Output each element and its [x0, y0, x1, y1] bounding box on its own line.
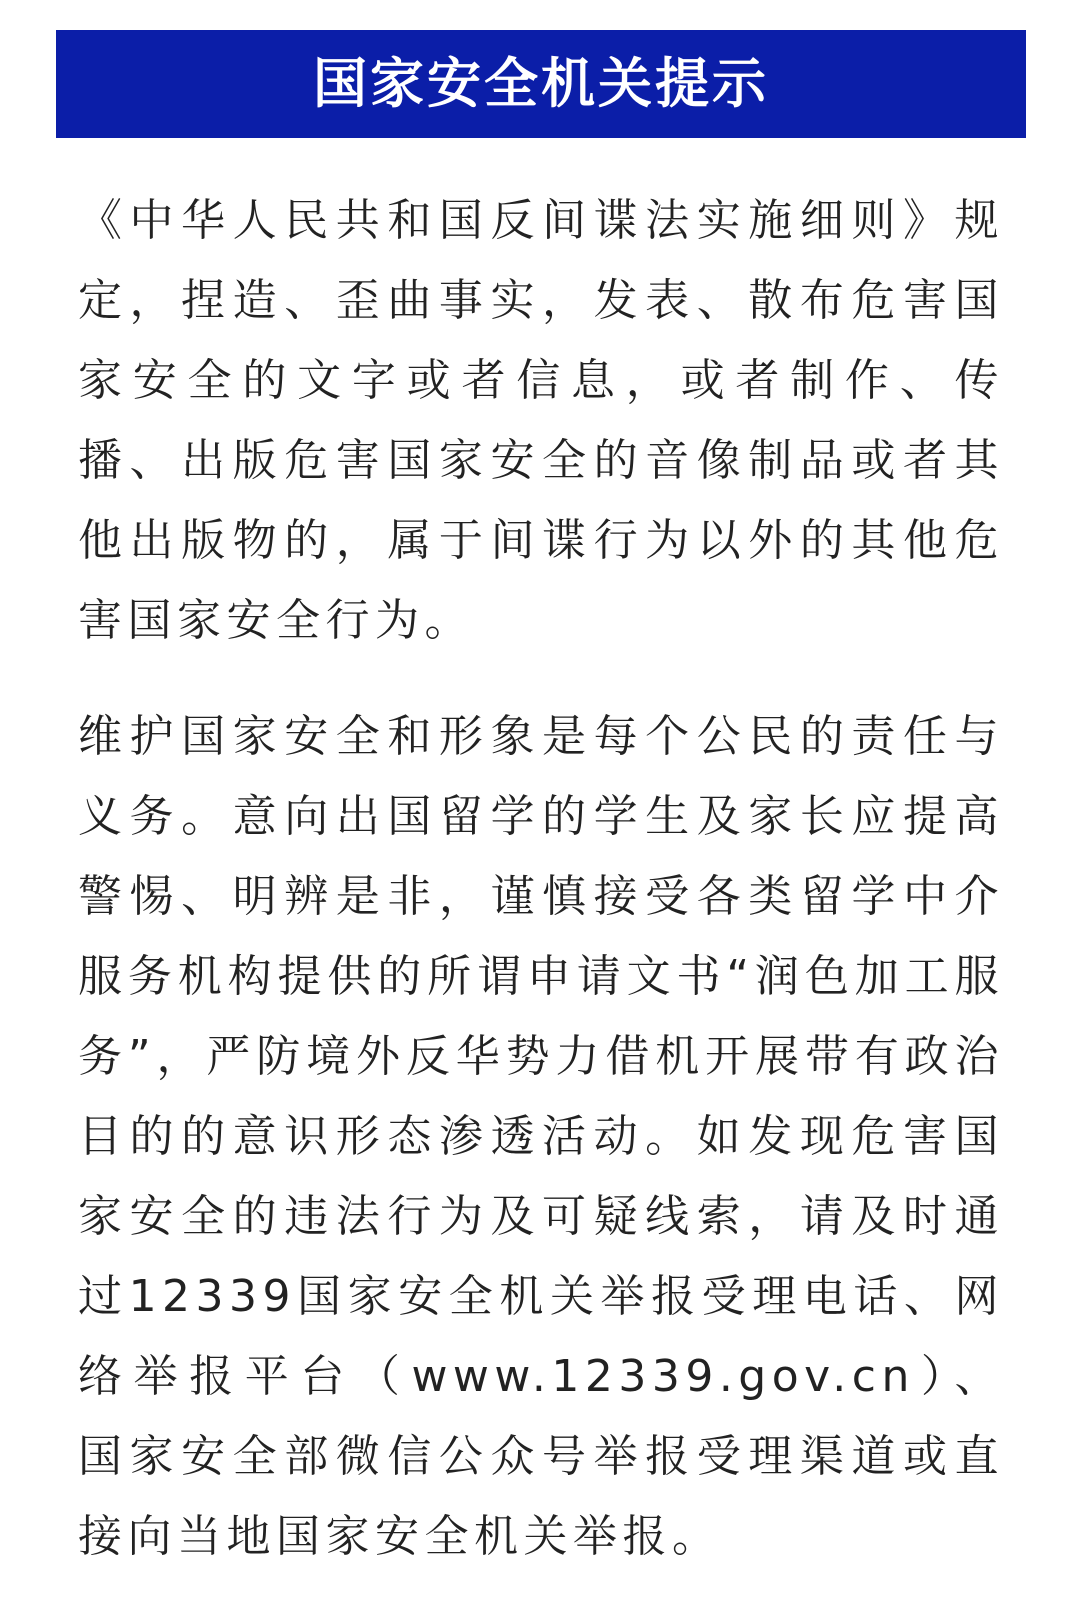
paragraph-regulation: 《中华人民共和国反间谍法实施细则》规定，捏造、歪曲事实，发表、散布危害国家安全的文字或者信息，或者制作、传播、出版危害国家安全的音像制品或者其他出版物的，属于间谍行为以外的其他危害国家安全行为。 — [78, 195, 1004, 646]
page-title: 国家安全机关提示 — [313, 52, 769, 115]
paragraph-advice: 维护国家安全和形象是每个公民的责任与义务。意向出国留学的学生及家长应提高警惕、明辨是非，谨慎接受各类留学中介服务机构提供的所谓申请文书“润色加工服务”，严防境外反华势力借机开展带有政治目的的意识形态渗透活动。如发现危害国家安全的违法行为及可疑线索，请及时通过12339国家安全机关举报受理电话、网络举报平台（www.12339.gov.cn）、国家安全部微信公众号举报受理渠道或直接向当地国家安全机关举报。 — [78, 711, 1004, 1562]
title-banner — [56, 30, 1026, 138]
